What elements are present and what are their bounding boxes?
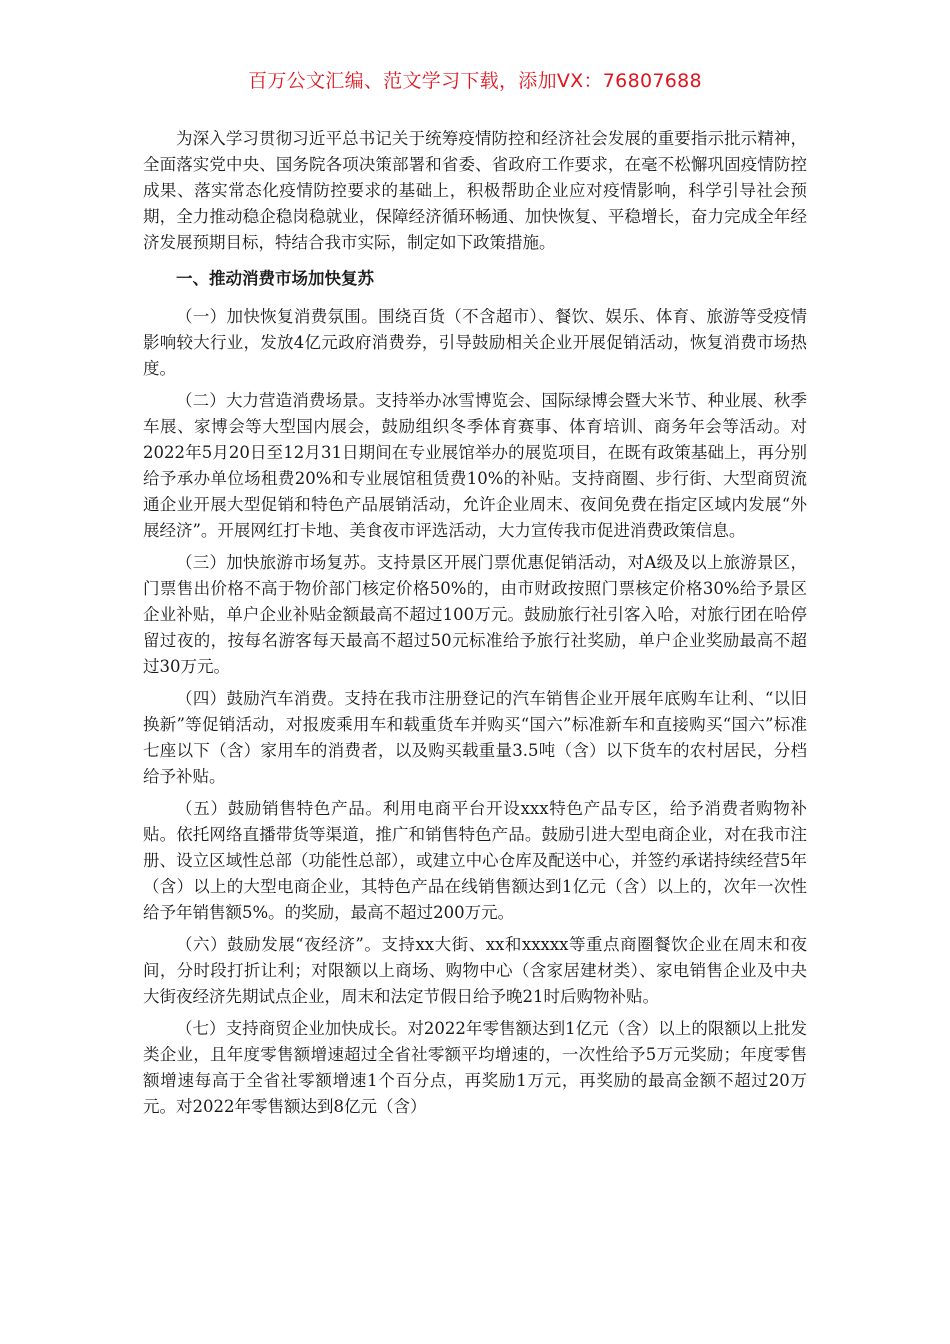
measure-paragraph-4: （四）鼓励汽车消费。支持在我市注册登记的汽车销售企业开展年底购车让利、“以旧换新”等促销活动，对报废乘用车和载重货车并购买“国六”标准新车和直接购买“国六”标准七座以下（含）家用车的消费者，以及购买载重量3.5吨（含）以下货车的农村居民，分档给予补贴。 bbox=[143, 689, 807, 786]
measure-paragraph-2: （二）大力营造消费场景。支持举办冰雪博览会、国际绿博会暨大米节、种业展、秋季车展、家博会等大型国内展会，鼓励组织冬季体育赛事、体育培训、商务年会等活动。对2022年5月20日至12月31日期间在专业展馆举办的展览项目，在既有政策基础上，再分别给予承办单位场租费20%和专业展馆租赁费10%的补贴。支持商圈、步行街、大型商贸流通企业开展大型促销和特色产品展销活动，允许企业周末、夜间免费在指定区域内发展“外展经济”。开展网红打卡地、美食夜市评选活动，大力宣传我市促进消费政策信息。 bbox=[143, 391, 807, 540]
measure-paragraph-7: （七）支持商贸企业加快成长。对2022年零售额达到1亿元（含）以上的限额以上批发类企业，且年度零售额增速超过全省社零额平均增速的，一次性给予5万元奖励；年度零售额增速每高于全省社零额增速1个百分点，再奖励1万元，再奖励的最高金额不超过20万元。对2022年零售额达到8亿元（含） bbox=[143, 1019, 807, 1116]
section-heading: 一、推动消费市场加快复苏 bbox=[176, 269, 374, 288]
intro-paragraph: 为深入学习贯彻习近平总书记关于统筹疫情防控和经济社会发展的重要指示批示精神，全面落实党中央、国务院各项决策部署和省委、省政府工作要求，在毫不松懈巩固疫情防控成果、落实常态化疫情防控要求的基础上，积极帮助企业应对疫情影响，科学引导社会预期，全力推动稳企稳岗稳就业，保障经济循环畅通、加快恢复、平稳增长，奋力完成全年经济发展预期目标，特结合我市实际，制定如下政策措施。 bbox=[143, 129, 807, 252]
measure-paragraph-3: （三）加快旅游市场复苏。支持景区开展门票优惠促销活动，对A级及以上旅游景区，门票售出价格不高于物价部门核定价格50%的，由市财政按照门票核定价格30%给予景区企业补贴，单户企业补贴金额最高不超过100万元。鼓励旅行社引客入哈，对旅行团在哈停留过夜的，按每名游客每天最高不超过50元标准给予旅行社奖励，单户企业奖励最高不超过30万元。 bbox=[143, 553, 807, 676]
measure-paragraph-1: （一）加快恢复消费氛围。围绕百货（不含超市）、餐饮、娱乐、体育、旅游等受疫情影响较大行业，发放4亿元政府消费券，引导鼓励相关企业开展促销活动，恢复消费市场热度。 bbox=[143, 307, 807, 378]
measure-paragraph-5: （五）鼓励销售特色产品。利用电商平台开设xxx特色产品专区，给予消费者购物补贴。依托网络直播带货等渠道，推广和销售特色产品。鼓励引进大型电商企业，对在我市注册、设立区域性总部（功能性总部），或建立中心仓库及配送中心，并签约承诺持续经营5年（含）以上的大型电商企业，其特色产品在线销售额达到1亿元（含）以上的，次年一次性给予年销售额5%。的奖励，最高不超过200万元。 bbox=[143, 799, 807, 922]
measure-paragraph-6: （六）鼓励发展“夜经济”。支持xx大街、xx和xxxxx等重点商圈餐饮企业在周末和夜间，分时段打折让利；对限额以上商场、购物中心（含家居建材类）、家电销售企业及中夬大街夜经济先期试点企业，周末和法定节假日给予晚21时后购物补贴。 bbox=[143, 935, 807, 1006]
header-banner: 百万公文汇编、范文学习下载，添加VX：76807688 bbox=[248, 70, 702, 92]
document-body bbox=[143, 126, 807, 1126]
